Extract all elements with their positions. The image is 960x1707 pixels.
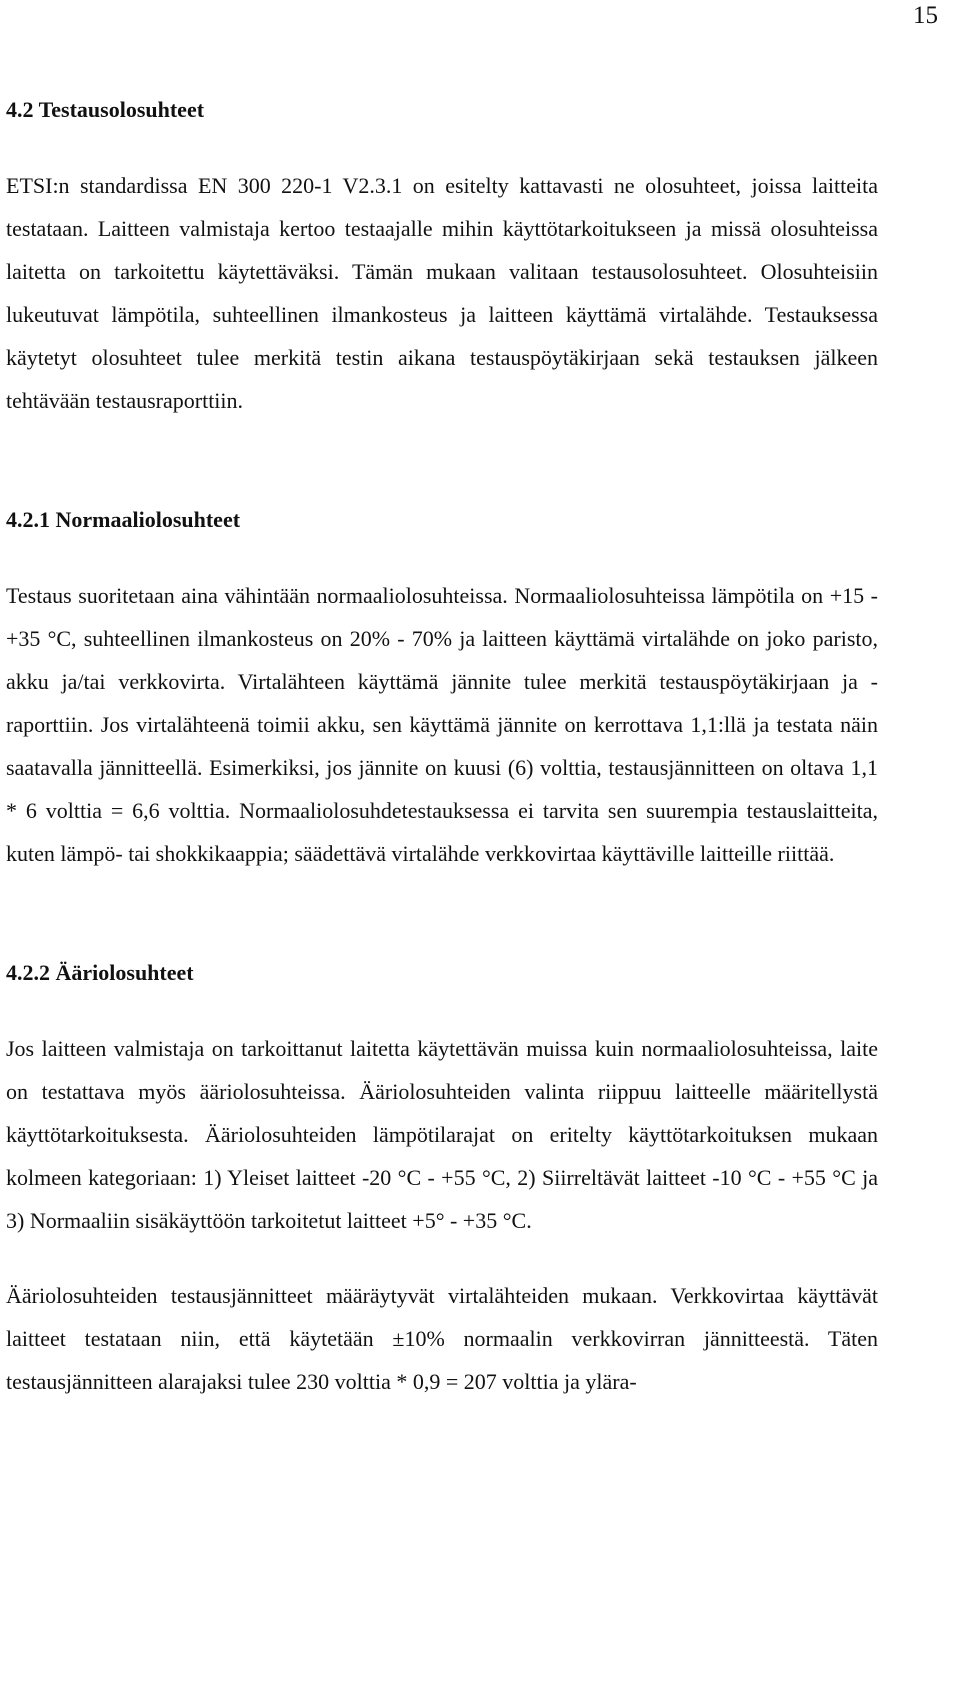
section-heading-4-2: 4.2 Testausolosuhteet xyxy=(6,97,205,122)
section-heading-4-2-2: 4.2.2 Ääriolosuhteet xyxy=(6,960,194,985)
spacer xyxy=(6,995,878,1027)
paragraph-testausolosuhteet: ETSI:n standardissa EN 300 220-1 V2.3.1 on esitelty kattavasti ne olosuhteet, joissa laitteita testataan. Laitteen valmistaja kertoo testaajalle mihin käyttötarkoitukseen ja missä olosuhteissa laitetta on tarkoitettu käytettäväksi. Tämän mukaan valitaan testausolosuhteet. Olosuhteisiin lukeutuvat lämpötila, suhteellinen ilmankosteus ja laitteen käyttämä virtalähde. Testauksessa käytetyt olosuhteet tulee merkitä testin aikana testauspöytäkirjaan sekä testauksen jälkeen tehtävään testausraporttiin. xyxy=(6,173,878,413)
spacer xyxy=(6,542,878,574)
spacer xyxy=(6,875,878,951)
page-number: 15 xyxy=(913,2,938,29)
paragraph-aariolosuhteet: Jos laitteen valmistaja on tarkoittanut laitetta käytettävän muissa kuin normaaliolosuhteissa, laite on testattava myös ääriolosuhteissa. Ääriolosuhteiden valinta riippuu laitteelle määritellystä käyttötarkoituksesta. Ääriolosuhteiden lämpötilarajat on eritelty käyttötarkoituksen mukaan kolmeen kategoriaan: 1) Yleiset laitteet -20 °C - +55 °C, 2) Siirreltävät laitteet -10 °C - +55 °C ja 3) Normaaliin sisäkäyttöön tarkoitetut laitteet +5° - +35 °C. xyxy=(6,1036,878,1233)
spacer xyxy=(6,422,878,498)
spacer xyxy=(6,132,878,164)
paragraph-normaaliolosuhteet: Testaus suoritetaan aina vähintään normaaliolosuhteissa. Normaaliolosuhteissa lämpötila on +15 - +35 °C, suhteellinen ilmankosteus on 20% - 70% ja laitteen käyttämä virtalähde on joko paristo, akku ja/tai verkkovirta. Virtalähteen käyttämä jännite tulee merkitä testauspöytäkirjaan ja -raporttiin. Jos virtalähteenä toimii akku, sen käyttämä jännite on kerrottava 1,1:llä ja testata näin saatavalla jännitteellä. Esimerkiksi, jos jännite on kuusi (6) volttia, testausjännitteen on oltava 1,1 * 6 volttia = 6,6 volttia. Normaaliolosuhdetestauksessa ei tarvita sen suurempia testauslaitteita, kuten lämpö- tai shokkikaappia; säädettävä virtalähde verkkovirtaa käyttäville laitteille riittää. xyxy=(6,583,878,866)
document-body xyxy=(6,88,878,1403)
paragraph-testausjannitteet: Ääriolosuhteiden testausjännitteet määräytyvät virtalähteiden mukaan. Verkkovirtaa käyttävät laitteet testataan niin, että käytetään ±10% normaalin verkkovirran jännitteestä. Täten testausjännitteen alarajaksi tulee 230 volttia * 0,9 = 207 volttia ja ylära- xyxy=(6,1283,878,1394)
spacer xyxy=(6,1242,878,1274)
section-heading-4-2-1: 4.2.1 Normaaliolosuhteet xyxy=(6,507,241,532)
